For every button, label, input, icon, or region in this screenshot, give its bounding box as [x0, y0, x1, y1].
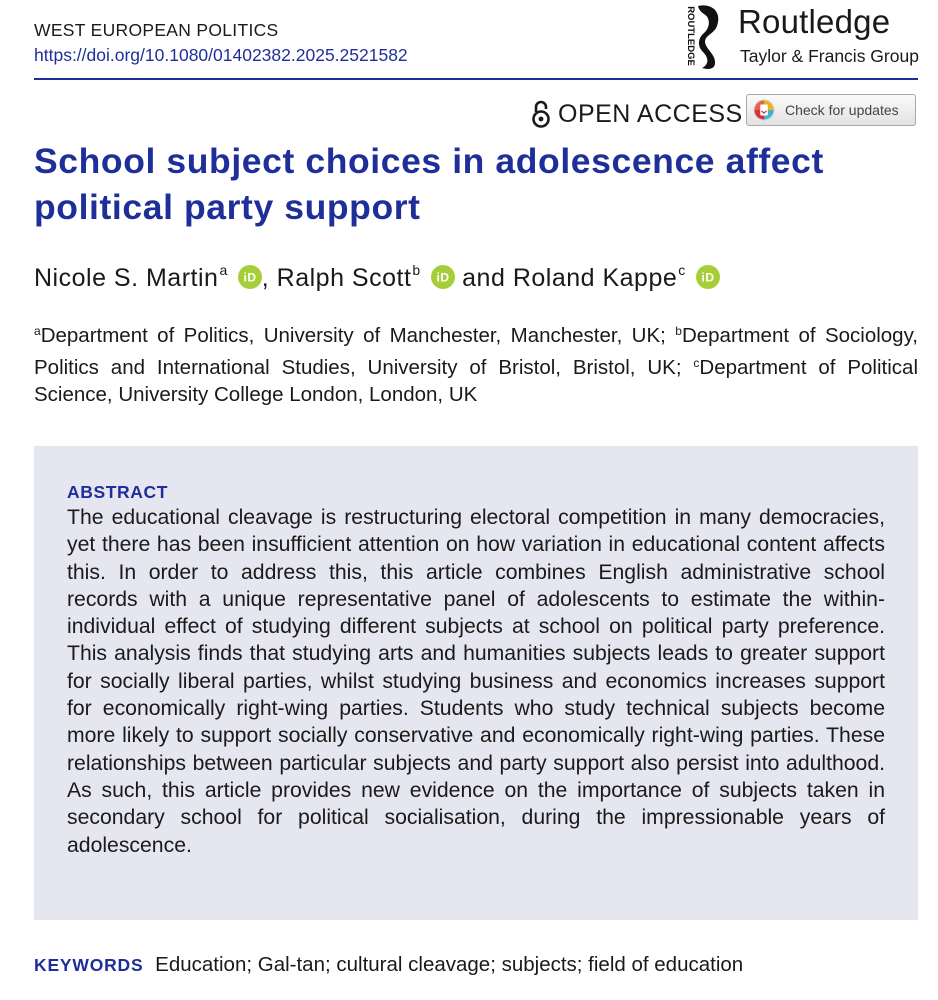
- affiliation-marker: a: [34, 324, 41, 338]
- keywords-label: KEYWORDS: [34, 955, 144, 975]
- journal-name: WEST EUROPEAN POLITICS: [34, 20, 279, 40]
- article-title: School subject choices in adolescence affect political party support: [34, 141, 824, 227]
- abstract-body: The educational cleavage is restructuring electoral competition in many democracies, yet there has been insufficient attention on how variation in educational content affects this. In order to address this, this article combines English administrative school records with a unique representative panel of adolescents to estimate the within-individual effect of studying different subjects at school on political party preference. This analysis finds that studying arts and humanities subjects leads to greater support for socially liberal parties, whilst studying business and economics increases support for economically right-wing parties. Students who study technical subjects become more likely to support socially conservative and economically right-wing parties. These relationships between particular subjects and party support also persist into adulthood. As such, this article provides new evidence on the importance of subjects taken in secondary school for political socialisation, during the impressionable years of adolescence.: [67, 506, 885, 857]
- header-rule: [34, 78, 918, 80]
- open-access-label: OPEN ACCESS: [558, 99, 743, 128]
- open-access-badge: [530, 98, 743, 130]
- orcid-icon[interactable]: [431, 265, 455, 289]
- author-list: [34, 262, 720, 293]
- affiliation-text: Department of Politics, University of Manchester, Manchester, UK;: [40, 324, 676, 347]
- check-for-updates-button[interactable]: [746, 94, 916, 126]
- author-separator: ,: [261, 264, 277, 292]
- abstract-box: [34, 446, 918, 920]
- keywords-list: Education; Gal-tan; cultural cleavage; subjects; field of education: [155, 953, 744, 976]
- publisher-logo[interactable]: [680, 2, 920, 70]
- orcid-icon[interactable]: [696, 265, 720, 289]
- abstract-heading: ABSTRACT: [67, 482, 169, 502]
- svg-text:iD: iD: [243, 270, 257, 285]
- check-for-updates-label: Check for updates: [785, 102, 899, 118]
- doi-link[interactable]: https://doi.org/10.1080/01402382.2025.2521582: [34, 45, 408, 65]
- author-name: Roland Kappe: [512, 264, 678, 292]
- author-name: Nicole S. Martin: [34, 264, 219, 292]
- affiliations: [34, 318, 918, 409]
- svg-text:iD: iD: [436, 270, 450, 285]
- keywords-line: [34, 953, 743, 977]
- author-affiliation-marker: a: [219, 262, 228, 278]
- author-affiliation-marker: c: [678, 262, 686, 278]
- routledge-logo-mark: [680, 2, 726, 70]
- affiliation-marker: c: [693, 355, 700, 370]
- svg-text:iD: iD: [701, 270, 715, 285]
- author-name: Ralph Scott: [276, 264, 412, 292]
- orcid-icon[interactable]: [238, 265, 262, 289]
- publisher-tagline: Taylor & Francis Group: [740, 46, 919, 66]
- affiliation-text: Department of Sociology, Politics and International Studies, University of Bristol, Bristol, UK;: [34, 324, 918, 379]
- routledge-vertical-text: ROUTLEDGE: [685, 6, 696, 66]
- open-lock-icon: [530, 99, 552, 129]
- author-separator: and: [454, 264, 513, 292]
- crossmark-icon: [753, 99, 775, 121]
- affiliation-marker: b: [675, 324, 682, 338]
- publisher-name: Routledge: [738, 3, 891, 40]
- author-affiliation-marker: b: [412, 262, 421, 278]
- affiliation-text: Department of Political Science, University College London, London, UK: [34, 355, 918, 406]
